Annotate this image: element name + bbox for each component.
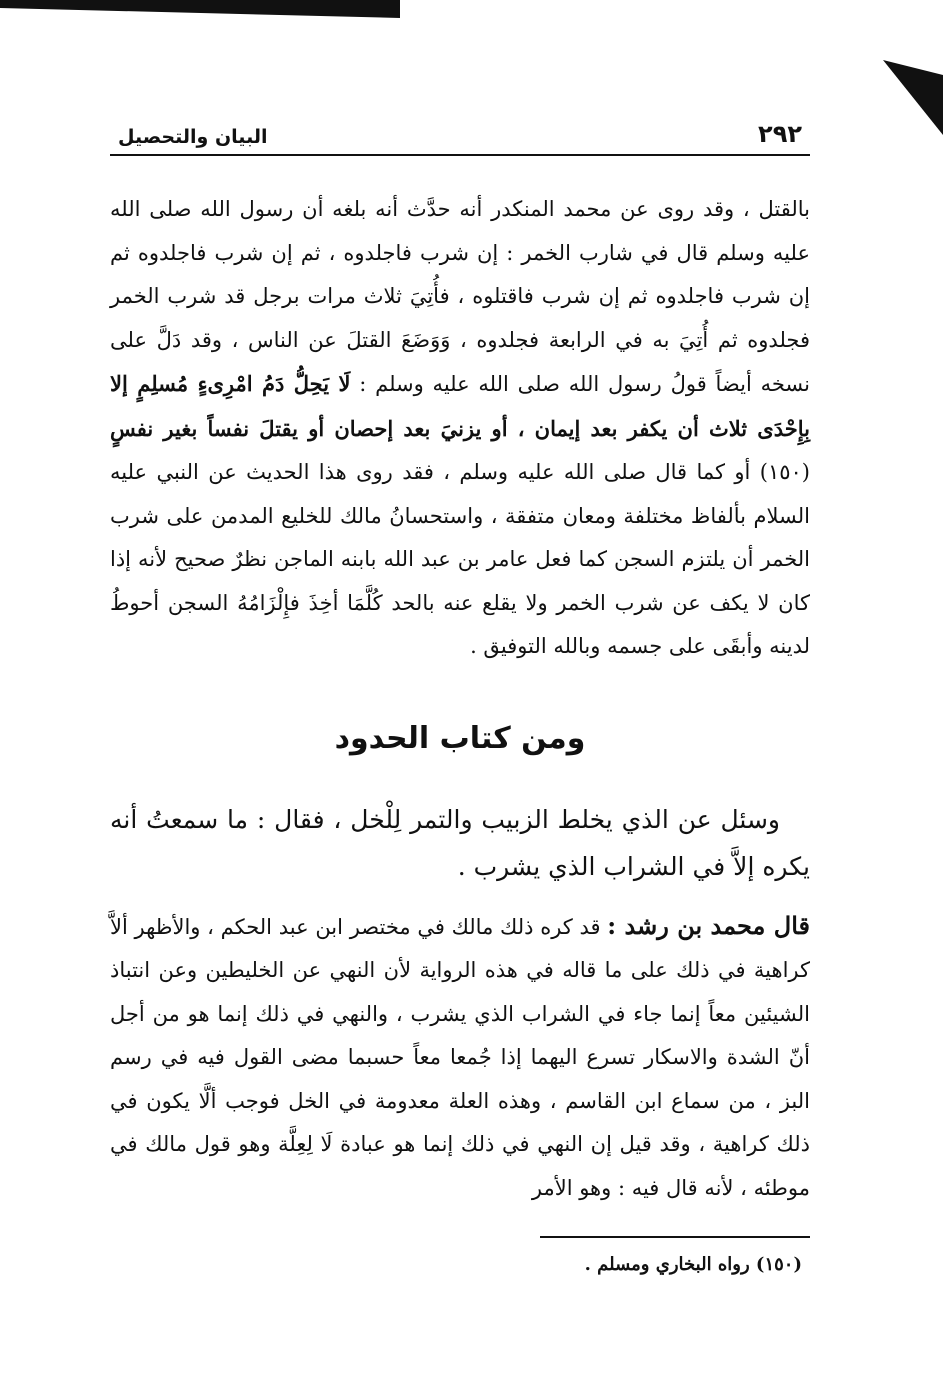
commentary-text: قد كره ذلك مالك في مختصر ابن عبد الحكم ، والأظهر ألاَّ كراهية في ذلك على ما قاله في هذه الرواية لأن النهي عن الخليطين وعن انتباذ الشيئين معاً إنما جاء في الشراب الذي يشرب ، والنهي في ذلك إنما هو من أجل أنّ الشدة والاسكار تسرع اليهما إذا جُمعا معاً حسبما مضى القول فيه في رسم البز ، من سماع ابن القاسم ، وهذه العلة معدومة في الخل فوجب ألَّا يكون في ذلك كراهية ، وقد قيل إن النهي في ذلك إنما هو عبادة لَا لِعِلَّة وهو قول مالك في موطئه ، لأنه قال فيه : وهو الأمر — [110, 914, 810, 1200]
paragraph-1-part-b: أو كما قال صلى الله عليه وسلم ، فقد روى هذا الحديث عن النبي عليه السلام بألفاظ مختلفة ومعان متفقة ، واستحسانُ مالك للخليع المدمن على شرب الخمر أن يلتزم السجن كما فعل عامر بن عبد الله بابنه الماجن نظرٌ صحيح لأنه إذا كان لا يكف عن شرب الخمر ولا يقلع عنه بالحد كُلَّمَا أخِذَ فإِلْزَامُهُ السجن أحوطُ لدينه وأبقَى على جسمه وبالله التوفيق . — [110, 460, 810, 658]
footnote: (١٥٠) رواه البخاري ومسلم . — [584, 1254, 802, 1275]
paragraph-1 — [110, 188, 810, 669]
scan-edge-shadow-right — [883, 55, 943, 135]
main-text — [110, 188, 810, 669]
section-title: ومن كتاب الحدود — [334, 720, 586, 756]
hadith-quote: لَا يَحِلُّ دَمُ امْرِىءٍ مُسلِمٍ إلا بِإِحْدَى ثلاث أن يكفر بعد إيمان ، أو يزنيَ بعد إحصان أو يقتلَ نفساً بغير نفسٍ — [110, 371, 810, 441]
footnote-divider — [540, 1236, 810, 1238]
running-title: البيان والتحصيل — [118, 126, 268, 148]
book-page — [110, 110, 810, 1275]
footnote-reference: (١٥٠) — [759, 460, 810, 484]
commentary — [110, 904, 810, 1211]
commentary-paragraph — [110, 904, 810, 1211]
page-header — [110, 110, 810, 156]
question-text: وسئل عن الذي يخلط الزبيب والتمر لِلْخل ، فقال : ما سمعتُ أنه يكره إلاَّ في الشراب الذي يشرب . — [110, 804, 810, 881]
commentary-speaker: قال محمد بن رشد : — [607, 910, 810, 940]
scan-edge-shadow-top — [0, 0, 400, 22]
page-number: ٢٩٢ — [758, 120, 802, 148]
paragraph-1-part-a: بالقتل ، وقد روى عن محمد المنكدر أنه حدَّث أنه بلغه أن رسول الله صلى الله عليه وسلم قال في شارب الخمر : إن شرب فاجلدوه ، ثم إن شرب فاجلدوه ثم إن شرب فاجلدوه ثم إن شرب فاقتلوه ، فأُتِيَ ثلاث مرات برجل قد شرب الخمر فجلدوه ثم أُتِيَ به في الرابعة فجلدوه ، وَوَضَعَ القتلَ عن الناس ، وقد دَلَّ على نسخه أيضاً قولُ رسول الله صلى الله عليه وسلم : — [110, 197, 810, 396]
